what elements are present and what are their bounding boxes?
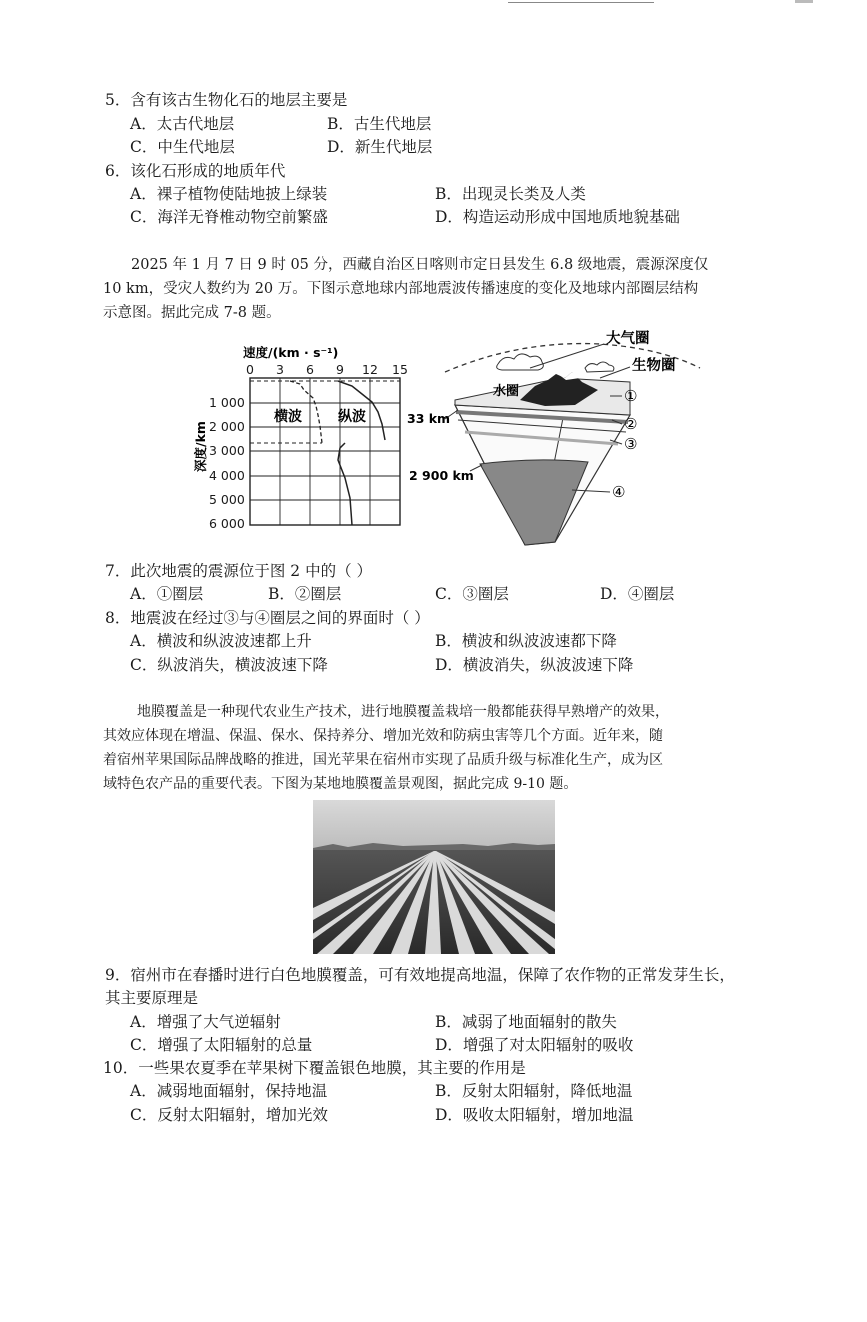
intro-9-10-paragraph: [103, 700, 768, 796]
q9-stem-line2: 其主要原理是: [105, 989, 199, 1007]
q7-option-b[interactable]: B．②圈层: [268, 585, 342, 603]
q6-option-a[interactable]: A．裸子植物使陆地披上绿装: [130, 185, 328, 203]
layer-1-label: ①: [624, 387, 638, 405]
intro-7-8-paragraph: [103, 253, 768, 325]
depth-tick-5000: 5 000: [209, 492, 245, 507]
q9-stem-line1: 9．宿州市在春播时进行白色地膜覆盖，可有效地提高地温，保障了农作物的正常发芽生长，: [105, 966, 735, 984]
intro-7-8-line2: 10 km，受灾人数约为 20 万。下图示意地球内部地震波传播速度的变化及地球内部圈层结构: [103, 281, 699, 297]
biosphere-label: 生物圈: [632, 358, 676, 374]
q8-option-a[interactable]: A．横波和纵波波速都上升: [130, 632, 312, 650]
q10-option-c[interactable]: C．反射太阳辐射，增加光效: [130, 1106, 328, 1124]
q5-option-a[interactable]: A．太古代地层: [130, 115, 235, 133]
speed-axis-title: 速度/(km · s⁻¹): [243, 345, 339, 360]
depth-tick-1000: 1 000: [209, 395, 245, 410]
depth-tick-3000: 3 000: [209, 443, 245, 458]
q5-stem: 5．含有该古生物化石的地层主要是: [105, 91, 348, 109]
q5-option-d[interactable]: D．新生代地层: [327, 138, 433, 156]
depth-axis-title: 深度/km: [193, 421, 208, 472]
top-scan-mark: [508, 2, 654, 3]
q8-option-c[interactable]: C．纵波消失，横波波速下降: [130, 656, 328, 674]
q9-option-b[interactable]: B．减弱了地面辐射的散失: [435, 1013, 617, 1031]
depth-2900-label: 2 900 km: [409, 468, 474, 483]
q10-stem: 10．一些果农夏季在苹果树下覆盖银色地膜，其主要的作用是: [103, 1059, 526, 1077]
seismic-figure: [0, 320, 867, 555]
q10-option-b[interactable]: B．反射太阳辐射，降低地温: [435, 1082, 633, 1100]
depth-tick-2000: 2 000: [209, 419, 245, 434]
q8-option-b[interactable]: B．横波和纵波波速都下降: [435, 632, 617, 650]
atmosphere-label: 大气圈: [606, 331, 650, 347]
intro-9-10-line2: 其效应体现在增温、保温、保水、保持养分、增加光效和防病虫害等几个方面。近年来，随: [103, 728, 663, 744]
intro-7-8-line3: 示意图。据此完成 7-8 题。: [103, 305, 281, 321]
q6-option-d[interactable]: D．构造运动形成中国地质地貌基础: [435, 208, 680, 226]
q8-option-d[interactable]: D．横波消失，纵波波速下降: [435, 656, 634, 674]
q9-option-a[interactable]: A．增强了大气逆辐射: [130, 1013, 281, 1031]
speed-tick-15: 15: [392, 362, 408, 377]
layer-3-label: ③: [624, 435, 638, 453]
q6-stem: 6．该化石形成的地质年代: [105, 162, 286, 180]
speed-tick-9: 9: [336, 362, 344, 377]
q10-option-a[interactable]: A．减弱地面辐射，保持地温: [130, 1082, 328, 1100]
hydrosphere-label: 水圈: [493, 384, 520, 399]
q5-option-c[interactable]: C．中生代地层: [130, 138, 235, 156]
layer-4-label: ④: [612, 483, 626, 501]
p-wave-label: 纵波: [338, 409, 366, 425]
speed-depth-chart: [250, 378, 400, 525]
speed-tick-12: 12: [362, 362, 378, 377]
q9-option-d[interactable]: D．增强了对太阳辐射的吸收: [435, 1036, 634, 1054]
q6-option-b[interactable]: B．出现灵长类及人类: [435, 185, 586, 203]
q9-option-c[interactable]: C．增强了太阳辐射的总量: [130, 1036, 313, 1054]
q7-option-d[interactable]: D．④圈层: [600, 585, 675, 603]
speed-tick-6: 6: [306, 362, 314, 377]
intro-9-10-line3: 着宿州苹果国际品牌战略的推进，国光苹果在宿州市实现了品质升级与标准化生产，成为区: [103, 752, 663, 768]
q7-option-c[interactable]: C．③圈层: [435, 585, 509, 603]
depth-33-label: 33 km: [407, 411, 451, 426]
depth-tick-4000: 4 000: [209, 468, 245, 483]
intro-9-10-line4: 域特色农产品的重要代表。下图为某地地膜覆盖景观图，据此完成 9-10 题。: [103, 776, 578, 792]
speed-tick-0: 0: [246, 362, 254, 377]
depth-tick-6000: 6 000: [209, 516, 245, 531]
mulch-field-photo: [313, 800, 555, 954]
q5-option-b[interactable]: B．古生代地层: [327, 115, 432, 133]
speed-tick-3: 3: [276, 362, 284, 377]
layer-2-label: ②: [624, 415, 638, 433]
q7-stem: 7．此次地震的震源位于图 2 中的（ ）: [105, 562, 373, 580]
q10-option-d[interactable]: D．吸收太阳辐射，增加地温: [435, 1106, 634, 1124]
intro-9-10-line1: 地膜覆盖是一种现代农业生产技术，进行地膜覆盖栽培一般都能获得早熟增产的效果，: [137, 704, 669, 720]
s-wave-label: 横波: [274, 409, 302, 425]
top-corner-mark: [795, 0, 813, 3]
q6-option-c[interactable]: C．海洋无脊椎动物空前繁盛: [130, 208, 328, 226]
q8-stem: 8．地震波在经过③与④圈层之间的界面时（ ）: [105, 609, 430, 627]
intro-7-8-line1: 2025 年 1 月 7 日 9 时 05 分，西藏自治区日喀则市定日县发生 6.8 级地震，震源深度仅: [131, 257, 709, 273]
q7-option-a[interactable]: A．①圈层: [130, 585, 204, 603]
